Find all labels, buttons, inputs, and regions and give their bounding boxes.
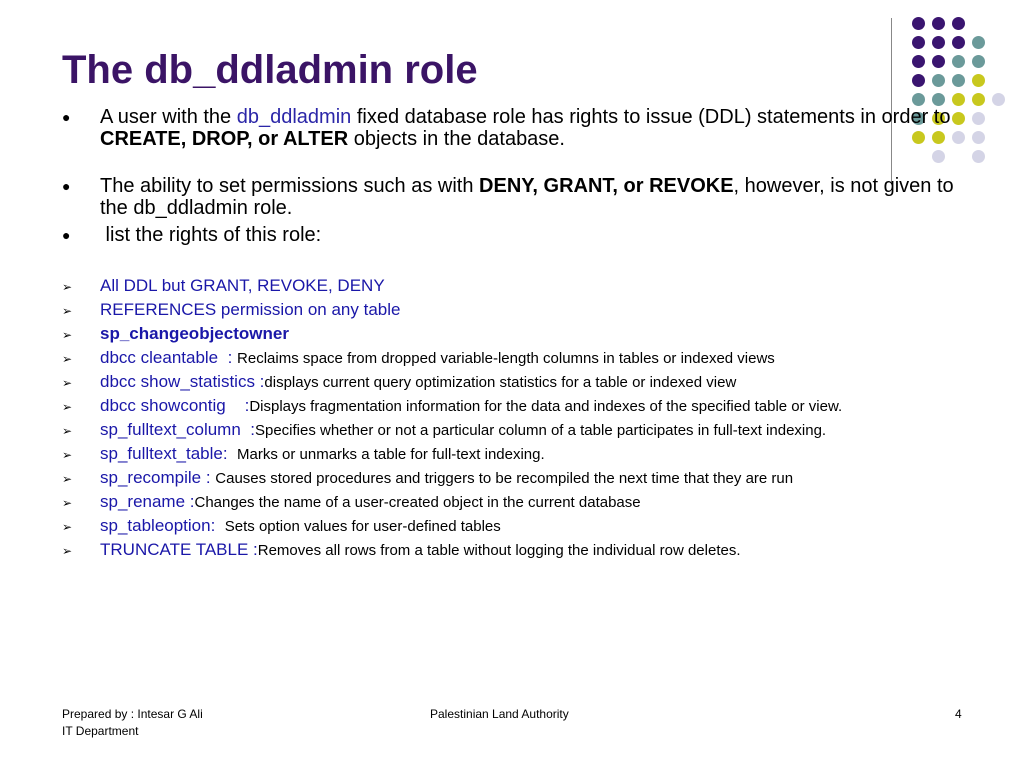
item-description: Reclaims space from dropped variable-length columns in tables or indexed views	[237, 350, 775, 367]
dot	[972, 150, 985, 163]
item-name: sp_fulltext_table:	[100, 444, 238, 463]
dot	[972, 112, 985, 125]
bullet-icon: ●	[62, 178, 71, 194]
arrow-bullet-icon: ➢	[62, 544, 73, 558]
bullet-text	[100, 175, 970, 219]
dot	[912, 93, 925, 106]
bullet-icon: ●	[62, 109, 71, 125]
arrow-bullet-icon: ➢	[62, 424, 73, 438]
item-name: TRUNCATE TABLE :	[100, 540, 258, 559]
text-run: fixed database role has rights to issue (DDL) statements in order to	[351, 106, 951, 128]
arrow-bullet-icon: ➢	[62, 304, 73, 318]
dot	[932, 74, 945, 87]
arrow-bullet-icon: ➢	[62, 328, 73, 342]
list-item	[62, 372, 972, 396]
item-name: sp_rename :	[100, 492, 195, 511]
list-item	[62, 420, 972, 444]
list-item	[62, 492, 972, 516]
list-item	[62, 300, 972, 324]
bold-text: CREATE, DROP, or ALTER	[100, 128, 349, 150]
dot	[912, 74, 925, 87]
bullet-text	[100, 106, 970, 150]
item-name: dbcc cleantable :	[100, 348, 238, 367]
dot	[952, 74, 965, 87]
arrow-bullet-icon: ➢	[62, 496, 73, 510]
dot	[952, 36, 965, 49]
item-description: Sets option values for user-defined tables	[224, 518, 501, 535]
item-name: dbcc show_statistics :	[100, 372, 265, 391]
item-description: Causes stored procedures and triggers to be recompiled the next time that they are run	[215, 470, 794, 487]
list-item	[62, 444, 972, 468]
footer-organization: Palestinian Land Authority	[430, 707, 569, 721]
text-run: objects in the database.	[348, 128, 565, 150]
arrow-bullet-icon: ➢	[62, 376, 73, 390]
dot	[932, 55, 945, 68]
item-name: All DDL but GRANT, REVOKE, DENY	[100, 276, 385, 295]
item-name: sp_recompile :	[100, 468, 216, 487]
dot	[952, 55, 965, 68]
dot	[972, 36, 985, 49]
dot	[912, 55, 925, 68]
item-name: REFERENCES permission on any table	[100, 300, 401, 319]
arrow-bullet-icon: ➢	[62, 520, 73, 534]
dot	[972, 93, 985, 106]
item-description: Removes all rows from a table without logging the individual row deletes.	[257, 542, 741, 559]
page-number: 4	[955, 707, 962, 721]
item-description: Marks or unmarks a table for full-text indexing.	[237, 446, 545, 463]
list-item	[62, 324, 972, 348]
arrow-bullet-icon: ➢	[62, 352, 73, 366]
bullet-item	[62, 175, 962, 223]
dot	[932, 17, 945, 30]
text-run: list the rights of this role:	[100, 224, 322, 246]
slide-title: The db_ddladmin role	[62, 48, 478, 92]
footer-left	[62, 706, 203, 740]
dot	[912, 17, 925, 30]
footer-department: IT Department	[62, 724, 139, 738]
dot	[972, 55, 985, 68]
text-run: , however, is not given to the db_ddladmin role.	[100, 175, 954, 219]
divider-line	[891, 18, 892, 184]
bullet-text	[100, 224, 970, 246]
bullet-item	[62, 224, 962, 248]
arrow-bullet-icon: ➢	[62, 400, 73, 414]
text-run: The ability to set permissions such as with	[100, 175, 480, 197]
item-name: sp_fulltext_column :	[100, 420, 255, 439]
list-item	[62, 276, 972, 300]
list-item	[62, 348, 972, 372]
item-description: Changes the name of a user-created object in the current database	[194, 494, 641, 511]
bullet-item	[62, 106, 962, 154]
dot	[972, 131, 985, 144]
dot	[932, 36, 945, 49]
bold-text: DENY, GRANT, or REVOKE	[479, 175, 734, 197]
list-item	[62, 468, 972, 492]
dot	[992, 93, 1005, 106]
arrow-bullet-icon: ➢	[62, 280, 73, 294]
list-item	[62, 516, 972, 540]
item-description: Specifies whether or not a particular column of a table participates in full-text indexing.	[254, 422, 827, 439]
footer-author: Prepared by : Intesar G Ali	[62, 707, 203, 721]
arrow-bullet-icon: ➢	[62, 472, 73, 486]
dot	[952, 17, 965, 30]
arrow-bullet-icon: ➢	[62, 448, 73, 462]
dot	[912, 36, 925, 49]
role-name: db_ddladmin	[236, 106, 352, 128]
list-item	[62, 540, 972, 564]
item-name: dbcc showcontig :	[100, 396, 250, 415]
item-name: sp_tableoption:	[100, 516, 225, 535]
dot	[932, 93, 945, 106]
item-description: displays current query optimization statistics for a table or indexed view	[264, 374, 737, 391]
item-name: sp_changeobjectowner	[100, 324, 289, 343]
list-item	[62, 396, 972, 420]
dot	[972, 74, 985, 87]
bullet-icon: ●	[62, 227, 71, 243]
item-description: Displays fragmentation information for the data and indexes of the specified table or view.	[249, 398, 843, 415]
dot	[952, 93, 965, 106]
text-run: A user with the	[100, 106, 237, 128]
